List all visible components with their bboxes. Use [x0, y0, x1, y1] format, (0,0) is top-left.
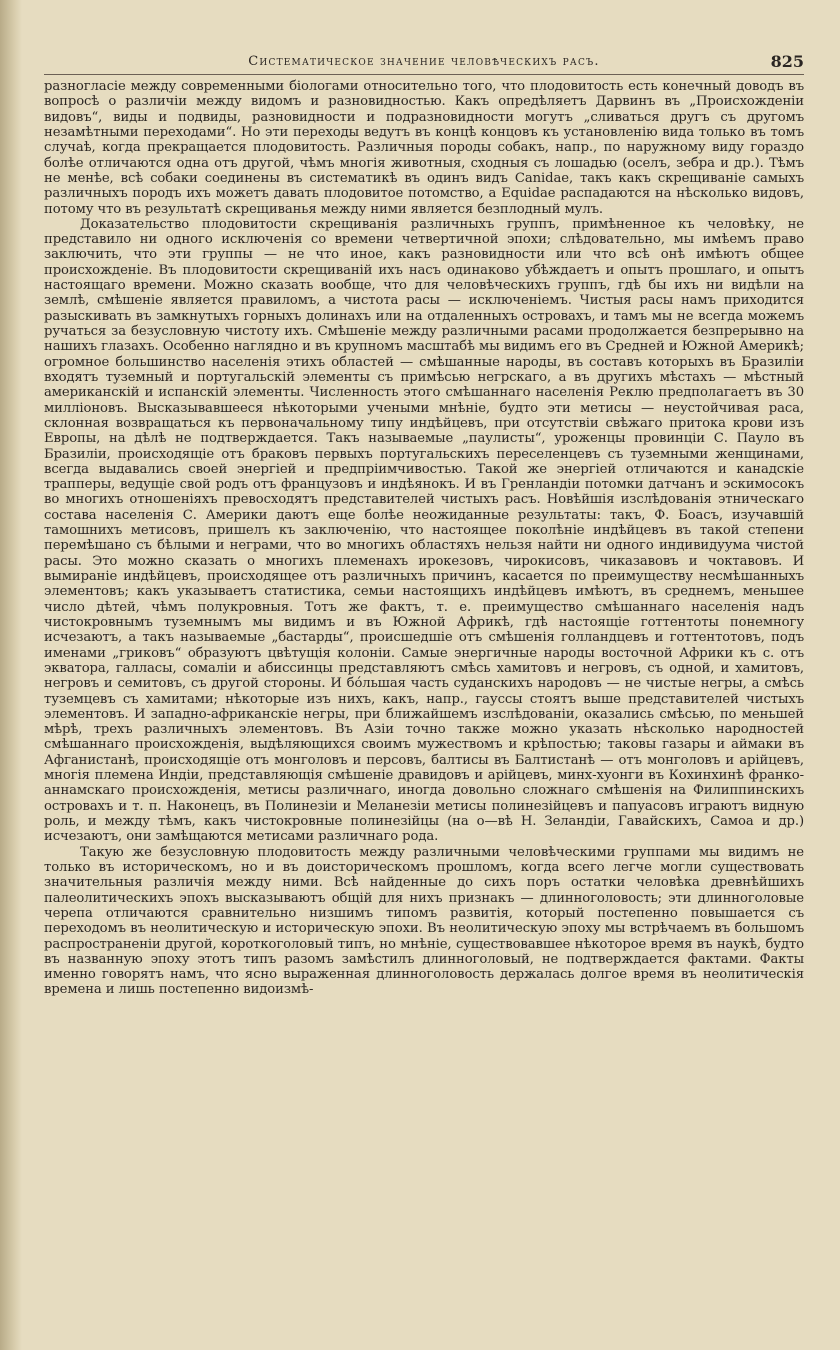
paragraph-continuation: разногласіе между современными біологами относительно того, что плодовитость есть конечный доводъ въ вопросѣ о различіи между видомъ и разновидностью. Какъ опредѣляетъ Дарвинъ въ „Происхожденіи видовъ“, виды и подвиды, разновидности и подразновидности могутъ „сливаться другъ съ другомъ незамѣтными переходами“. Но эти переходы ведутъ въ концѣ концовъ къ установленію вида только въ томъ случаѣ, когда прекращается плодовитость. Различныя породы собакъ, напр., по наружному виду гораздо болѣе отличаются одна отъ другой, чѣмъ многія животныя, сходныя съ лошадью (оселъ, зебра и др.). Тѣмъ не менѣе, всѣ собаки соединены въ систематикѣ въ одинъ видъ Canidae, такъ какъ скрещиваніе самыхъ различныхъ породъ ихъ можетъ давать плодовитое потомство, а Equidae распадаются на нѣсколько видовъ, потому что въ результатѣ скрещиванья между ними является безплодный мулъ.: [44, 79, 804, 217]
running-title: Систематическое значение человѣческихъ расъ.: [248, 54, 600, 69]
page-number: 825: [770, 52, 804, 71]
body-text: [44, 79, 804, 998]
paragraph-fertility-proof: Доказательство плодовитости скрещиванія различныхъ группъ, примѣненное къ человѣку, не представило ни одного исключенія со времени четвертичной эпохи; слѣдовательно, мы имѣемъ право заключить, что эти группы — не что иное, какъ разновидности или что всѣ онѣ имѣютъ общее происхожденіе. Въ плодовитости скрещиваній ихъ насъ одинаково убѣждаетъ и опытъ прошлаго, и опытъ настоящаго времени. Можно сказать вообще, что для человѣческихъ группъ, гдѣ бы ихъ ни видѣли на землѣ, смѣшеніе является правиломъ, а чистота расы — исключеніемъ. Чистыя расы намъ приходится разыскивать въ замкнутыхъ горныхъ долинахъ или на отдаленныхъ островахъ, и тамъ мы не всегда можемъ ручаться за безусловную чистоту ихъ. Смѣшеніе между различными расами продолжается безпрерывно на нашихъ глазахъ. Особенно наглядно и въ крупномъ масштабѣ мы видимъ его въ Средней и Южной Америкѣ; огромное большинство населенія этихъ областей — смѣшанные народы, въ составъ которыхъ въ Бразиліи входятъ туземный и португальскій элементы съ примѣсью негрскаго, а въ другихъ мѣстахъ — мѣстный американскій и испанскій элементы. Численность этого смѣшаннаго населенія Реклю предполагаетъ въ 30 милліоновъ. Высказывавшееся нѣкоторыми учеными мнѣніе, будто эти метисы — неустойчивая раса, склонная возвращаться къ первоначальному типу индѣйцевъ, при отсутствіи свѣжаго притока крови изъ Европы, на дѣлѣ не подтверждается. Такъ называемые „паулисты“, уроженцы провинціи С. Пауло въ Бразиліи, происходящіе отъ браковъ первыхъ португальскихъ переселенцевъ съ туземными женщинами, всегда выдавались своей энергіей и предпріимчивостью. Такой же энергіей отличаются и канадскіе трапперы, ведущіе свой родъ отъ французовъ и индѣянокъ. И въ Гренландіи потомки датчанъ и эскимосокъ во многихъ отношеніяхъ превосходятъ представителей чистыхъ расъ. Новѣйшія изслѣдованія этническаго состава населенія С. Америки даютъ еще болѣе неожиданные результаты: такъ, Ф. Боасъ, изучавшій тамошнихъ метисовъ, пришелъ къ заключенію, что настоящее поколѣніе индѣйцевъ въ такой степени перемѣшано съ бѣлыми и неграми, что во многихъ областяхъ нельзя найти ни одного индивидуума чистой расы. Это можно сказать о многихъ племенахъ ирокезовъ, чирокисовъ, чиказавовъ и чоктавовъ. И вымираніе индѣйцевъ, происходящее отъ различныхъ причинъ, касается по преимуществу несмѣшанныхъ элементовъ; какъ указываетъ статистика, семьи настоящихъ индѣйцевъ имѣютъ, въ среднемъ, меньшее число дѣтей, чѣмъ полукровныя. Тотъ же фактъ, т. е. преимущество смѣшаннаго населенія надъ чистокровнымъ туземнымъ мы видимъ и въ Южной Африкѣ, гдѣ настоящіе готтентоты понемногу исчезаютъ, а такъ называемые „бастарды“, происшедшіе отъ смѣшенія голландцевъ и готтентотовъ, подъ именами „гриковъ“ образуютъ цвѣтущія колоніи. Самые энергичные народы восточной Африки къ с. отъ экватора, галласы, сомаліи и абиссинцы представляютъ смѣсь хамитовъ и негровъ, съ одной, и хамитовъ, негровъ и семитовъ, съ другой стороны. И бóльшая часть суданскихъ народовъ — не чистые негры, а смѣсь туземцевъ съ хамитами; нѣкоторые изъ нихъ, какъ, напр., гауссы стоятъ выше представителей чистыхъ элементовъ. И западно-африканскіе негры, при ближайшемъ изслѣдованіи, оказались смѣсью, по меньшей мѣрѣ, трехъ различныхъ элементовъ. Въ Азіи точно также можно указать нѣсколько народностей смѣшаннаго происхожденія, выдѣляющихся своимъ мужествомъ и крѣпостью; таковы газары и аймаки въ Афганистанѣ, происходящіе отъ монголовъ и персовъ, балтисы въ Балтистанѣ — отъ монголовъ и арійцевъ, многія племена Индіи, представляющія смѣшеніе дравидовъ и арійцевъ, минх-хуонги въ Кохинхинѣ франко-аннамскаго происхожденія, метисы различнаго, иногда довольно сложнаго смѣшенія на Филиппинскихъ островахъ и т. п. Наконецъ, въ Полинезіи и Меланезіи метисы полинезійцевъ и папуасовъ играютъ видную роль, и между тѣмъ, какъ чистокровные полинезійцы (на о—вѣ Н. Зеландіи, Гавайскихъ, Самоа и др.) исчезаютъ, они замѣщаются метисами различнаго рода.: [44, 216, 804, 845]
book-page: [44, 52, 804, 998]
book-spine-shadow: [0, 0, 22, 1350]
running-header: [44, 52, 804, 75]
paragraph-prehistoric: Такую же безусловную плодовитость между различными человѣческими группами мы видимъ не только въ историческомъ, но и въ доисторическомъ прошломъ, когда всего легче могли существовать значительныя различія между ними. Всѣ найденные до сихъ поръ остатки человѣка древнѣйшихъ палеолитическихъ эпохъ высказываютъ общій для нихъ признакъ — длинноголовость; эти длинноголовые черепа отличаются сравнительно низшимъ типомъ развитія, который постепенно повышается съ переходомъ въ неолитическую и историческую эпохи. Въ неолитическую эпоху мы встрѣчаемъ въ большомъ распространеніи другой, короткоголовый типъ, но мнѣніе, существовавшее нѣкоторое время въ наукѣ, будто въ названную эпоху этотъ типъ разомъ замѣстилъ длинноголовый, не подтверждается фактами. Факты именно говорятъ намъ, что ясно выраженная длинноголовость держалась долгое время въ неолитическія времена и лишь постепенно видоизмѣ-: [44, 844, 804, 998]
